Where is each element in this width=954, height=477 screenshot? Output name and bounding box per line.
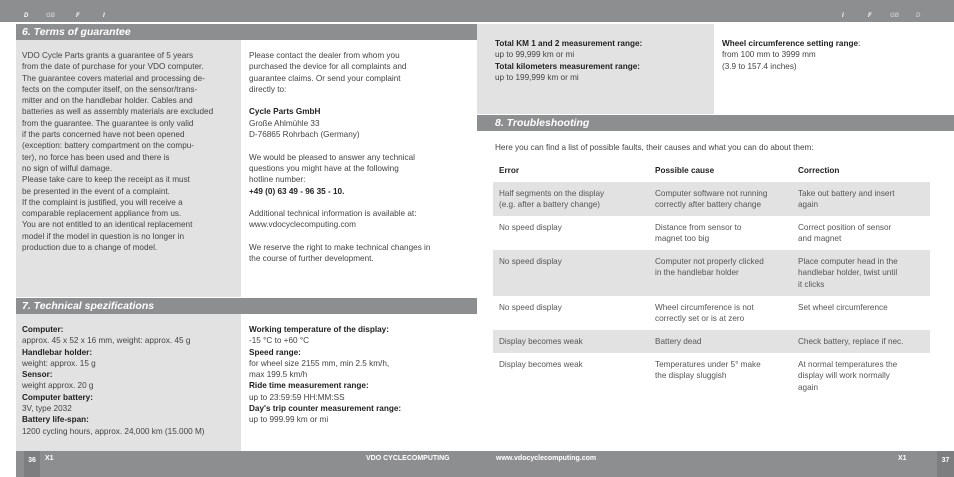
lang-tab[interactable]: F xyxy=(868,13,872,19)
table-cell-fix: Correct position of sensor and magnet xyxy=(798,223,892,244)
language-tabs xyxy=(842,0,936,22)
spec-label xyxy=(22,324,205,335)
text-line: hotline number: xyxy=(249,175,306,185)
table-cell-cause: Computer not properly clicked in the handlebar holder xyxy=(655,257,764,278)
text-line: Große Ahlmühle 33 xyxy=(249,118,320,128)
spec-label xyxy=(22,369,205,380)
page-number: 36 xyxy=(24,451,40,477)
table-header-cell: Possible cause xyxy=(655,166,715,175)
specs-col1 xyxy=(22,324,205,437)
table-cell-cause: Wheel circumference is not correctly set or is at zero xyxy=(655,303,754,324)
table-cell-error: No speed display xyxy=(499,257,562,266)
company-address xyxy=(249,118,430,141)
table-cell-cause: Distance from sensor to magnet too big xyxy=(655,223,742,244)
spec-value: for wheel size 2155 mm, min 2.5 km/h, xyxy=(249,358,390,368)
info-text xyxy=(249,208,430,231)
table-row xyxy=(493,216,930,250)
text-line: batteries as well as assembly materials are excluded xyxy=(22,107,214,117)
text-line: guarantee claims. Or send your complaint xyxy=(249,73,401,83)
text-line: from the guarantee. The guarantee is only valid xyxy=(22,118,194,128)
spec-label-suffix: : xyxy=(858,39,861,48)
spec-value: approx. 45 x 52 x 16 mm, weight: approx. 45 g xyxy=(22,336,191,346)
spec-label xyxy=(249,347,401,358)
text-line: be presented in the event of a complaint. xyxy=(22,186,170,196)
right-page xyxy=(477,0,954,477)
text-line: the course of further development. xyxy=(249,254,374,264)
lang-tab[interactable]: F xyxy=(76,13,80,19)
table-cell-cause: Battery dead xyxy=(655,337,702,346)
table-cell-error: No speed display xyxy=(499,303,562,312)
reserve-text xyxy=(249,242,430,265)
section-heading-specs: 7. Technical spezifications xyxy=(16,298,477,314)
spec-label xyxy=(495,38,642,49)
text-line: directly to: xyxy=(249,84,287,94)
spec-label-text: Computer battery: xyxy=(22,392,93,402)
footer-website: www.vdocyclecomputing.com xyxy=(496,455,597,462)
text-line: We would be pleased to answer any technical xyxy=(249,152,415,162)
spec-label-text: Computer: xyxy=(22,325,64,334)
language-tabs xyxy=(24,0,123,22)
spec-label-text: Day's trip counter measurement range: xyxy=(249,404,402,414)
table-cell-cause: Computer software not running correctly after battery change xyxy=(655,189,768,210)
table-cell-error: Half segments on the display (e.g. after a battery change) xyxy=(499,189,605,210)
text-line: www.vdocyclecomputing.com xyxy=(249,220,356,230)
text-line: D-76865 Rohrbach (Germany) xyxy=(249,130,360,140)
lang-tab[interactable]: D xyxy=(24,13,29,19)
spec-value: 3V, type 2032 xyxy=(22,404,72,414)
text-line: If the complaint is justified, you will receive a xyxy=(22,197,183,207)
footer-model: X1 xyxy=(45,455,54,462)
text-line: VDO Cycle Parts grants a guarantee of 5 years xyxy=(22,51,194,60)
spec-label-text: Handlebar holder: xyxy=(22,347,93,357)
spec-label-text: Total KM 1 and 2 measurement range: xyxy=(495,39,643,48)
specs-col2 xyxy=(249,324,401,426)
spec-label xyxy=(495,61,642,72)
lang-tab-active[interactable]: GB xyxy=(890,13,899,19)
text-line: from the date of purchase for your VDO computer. xyxy=(22,62,204,72)
footer-brand: VDO CYCLECOMPUTING xyxy=(366,455,450,462)
text-line: (exception: battery compartment on the compu- xyxy=(22,141,195,151)
spec-value: 1200 cycling hours, approx. 24,000 km (15.000 M) xyxy=(22,426,205,436)
hotline-number: +49 (0) 63 49 - 96 35 - 10. xyxy=(249,186,345,196)
text-line: model if the model in question is no longer in xyxy=(22,231,185,241)
spec-value: max 199.5 km/h xyxy=(249,370,308,380)
text-line: The guarantee covers material and processing de- xyxy=(22,73,205,83)
text-line: Additional technical information is available at: xyxy=(249,209,417,219)
hotline-intro xyxy=(249,152,430,186)
text-line: purchased the device for all complaints and xyxy=(249,62,407,72)
guarantee-contact xyxy=(249,50,430,265)
spec-value: up to 999.99 km or mi xyxy=(249,415,329,425)
lang-tab[interactable]: I xyxy=(103,13,105,19)
table-row xyxy=(493,296,930,330)
spec-value: up to 99,999 km or mi xyxy=(495,50,575,60)
spec-label-text: Wheel circumference setting range xyxy=(722,39,859,48)
spec-value: (3.9 to 157.4 inches) xyxy=(722,61,797,71)
spec-label xyxy=(249,380,401,391)
table-cell-fix: At normal temperatures the display will work normally again xyxy=(798,360,898,392)
spec-value: weight: approx. 15 g xyxy=(22,358,96,368)
lang-tab-active[interactable]: D xyxy=(916,13,921,19)
table-cell-fix: Take out battery and insert again xyxy=(798,189,895,210)
spec-label xyxy=(249,324,401,335)
text-line: We reserve the right to make technical changes in xyxy=(249,243,431,253)
spec-label-text: Speed range: xyxy=(249,347,301,357)
section-heading-troubleshooting: 8. Troubleshooting xyxy=(477,115,954,131)
spec-label-text: Ride time measurement range: xyxy=(249,381,369,391)
troubleshooting-intro: Here you can find a list of possible faults, their causes and what you can do about them: xyxy=(495,143,814,152)
table-row xyxy=(493,250,930,296)
spec-value: weight approx. 20 g xyxy=(22,381,94,391)
table-cell-fix: Set wheel circumference xyxy=(798,303,888,312)
spec-value: from 100 mm to 3999 mm xyxy=(722,50,816,60)
guarantee-text xyxy=(22,50,213,253)
specs-cont-col1 xyxy=(495,38,642,83)
text-line: no sign of wilful damage. xyxy=(22,163,113,173)
spec-value: up to 199,999 km or mi xyxy=(495,72,579,82)
table-row xyxy=(493,182,930,216)
text-line: Please take care to keep the receipt as it must xyxy=(22,175,190,185)
table-cell-error: Display becomes weak xyxy=(499,337,583,346)
spec-value: up to 23:59:59 HH:MM:SS xyxy=(249,392,345,402)
spec-value: -15 °C to +60 °C xyxy=(249,336,310,346)
contact-intro xyxy=(249,50,430,95)
text-line: questions you might have at the following xyxy=(249,163,399,173)
table-cell-fix: Check battery, replace if nec. xyxy=(798,337,904,346)
footer-model: X1 xyxy=(898,455,907,462)
text-line: mitter and on the handlebar holder. Cables and xyxy=(22,96,193,106)
section-heading-guarantee: 6. Terms of guarantee xyxy=(16,24,477,40)
table-row xyxy=(493,353,930,393)
table-cell-error: Display becomes weak xyxy=(499,360,583,369)
text-line: ter), no force has been used and there is xyxy=(22,152,170,162)
spec-label xyxy=(22,392,205,403)
table-cell-error: No speed display xyxy=(499,223,562,232)
company-name: Cycle Parts GmbH xyxy=(249,107,321,117)
table-header-row xyxy=(493,162,930,182)
table-row xyxy=(493,330,930,353)
text-line: production due to a change of model. xyxy=(22,243,158,253)
table-header-cell: Correction xyxy=(798,166,840,175)
page-number: 37 xyxy=(937,451,954,477)
spec-label-text: Total kilometers measurement range: xyxy=(495,61,640,71)
lang-tab[interactable]: I xyxy=(842,13,844,19)
spec-label xyxy=(22,414,205,425)
text-line: comparable replacement appliance from us. xyxy=(22,209,182,219)
text-line: Please contact the dealer from whom you xyxy=(249,51,400,60)
text-line: You are not entitled to an identical replacement xyxy=(22,220,193,230)
table-header-cell: Error xyxy=(499,166,520,175)
text-line: if the parts concerned have not been opened xyxy=(22,130,185,140)
spec-label-text: Battery life-span: xyxy=(22,415,89,425)
table-cell-fix: Place computer head in the handlebar holder, twist until it clicks xyxy=(798,257,898,289)
spec-label xyxy=(22,347,205,358)
spec-label xyxy=(249,403,401,414)
lang-tab-active[interactable]: GB xyxy=(46,13,55,19)
spec-label-text: Working temperature of the display: xyxy=(249,325,389,334)
spec-label-text: Sensor: xyxy=(22,370,53,380)
text-line: fects on the computer itself, on the sensor/trans- xyxy=(22,84,198,94)
table-cell-cause: Temperatures under 5° make the display sluggish xyxy=(655,360,761,381)
spec-label xyxy=(722,38,860,49)
specs-cont-col2 xyxy=(722,38,860,72)
